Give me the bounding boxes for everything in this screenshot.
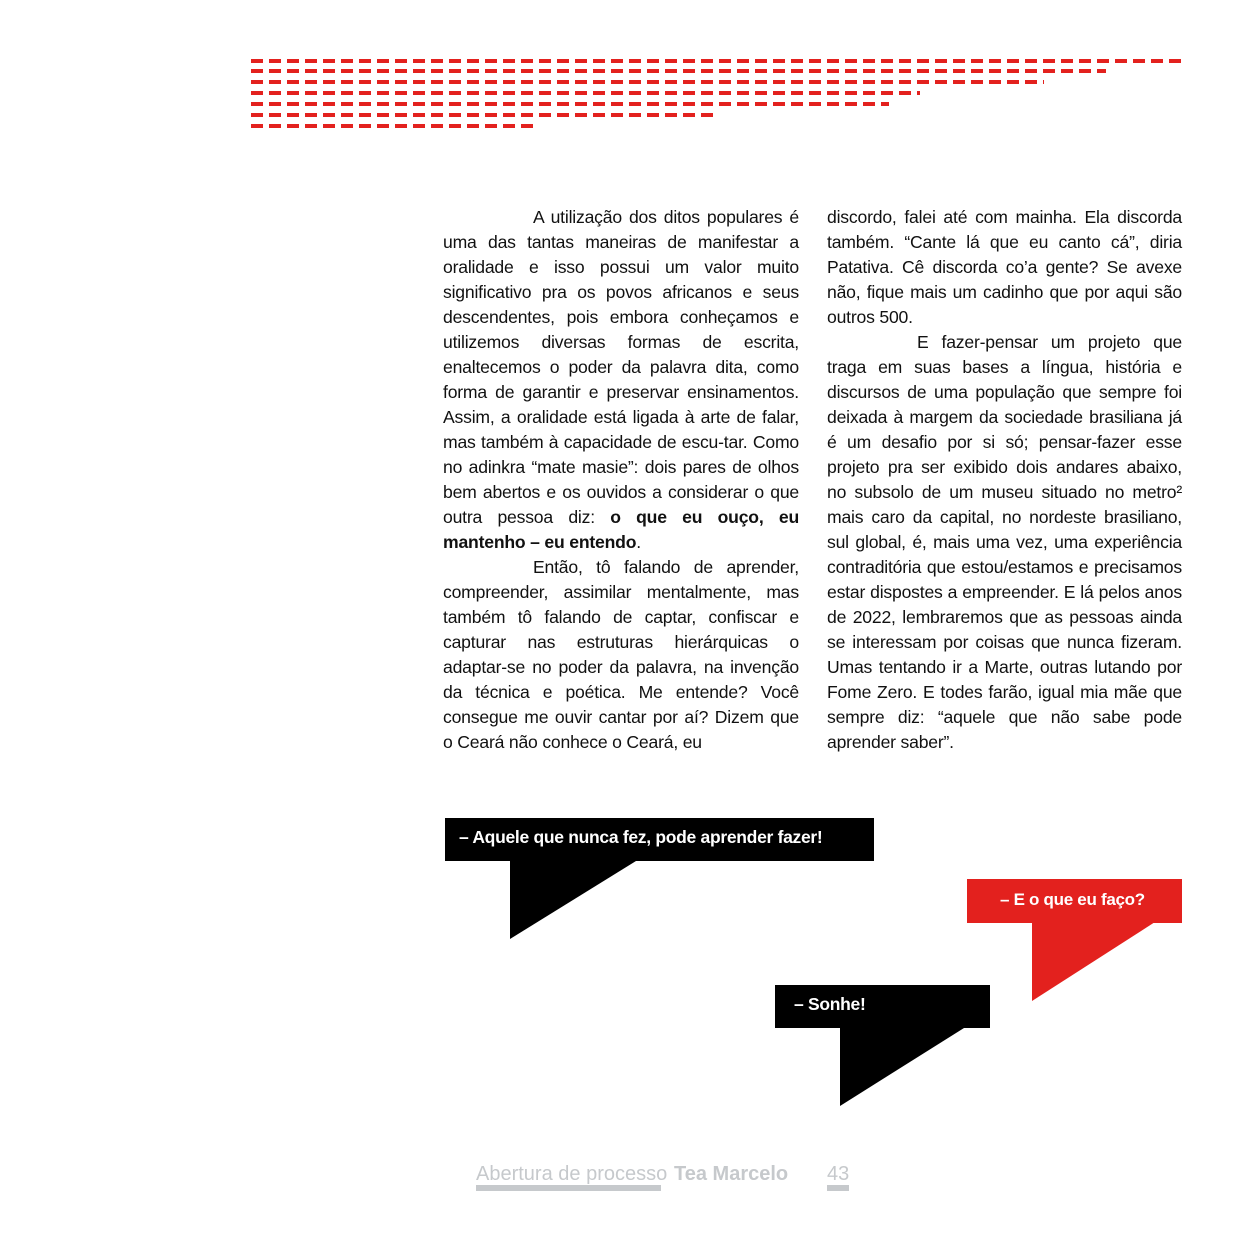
- speech-bubble-third: [775, 985, 990, 1107]
- paragraph: A utilização dos ditos populares é uma das tantas maneiras de manifestar a oralidade e isso possui um valor muito significativo pra os povos africanos e seus descendentes, pois embora conheçamos e utilizemos diversas formas de escrita, enaltecemos o poder da palavra dita, como forma de garantir e preservar ensinamentos. Assim, a oralidade está ligada à arte de falar, mas também à capacidade de escu-tar. Como no adinkra “mate masie”: dois pares de olhos bem abertos e os ouvidos a considerar o que outra pessoa diz: o que eu ouço, eu mantenho – eu entendo.: [443, 207, 799, 552]
- page-number: 43: [827, 1163, 849, 1191]
- footer-author: Tea Marcelo: [674, 1163, 789, 1185]
- speech-bubble-third-text: – Sonhe!: [775, 985, 990, 1028]
- speech-bubble-first-text: – Aquele que nunca fez, pode aprender fazer!: [445, 818, 874, 861]
- text-column-right: [827, 205, 1182, 755]
- footer-section: Abertura de processo: [476, 1163, 661, 1191]
- paragraph: discordo, falei até com mainha. Ela discorda também. “Cante lá que eu canto cá”, diria Patativa. Cê discorda co’a gente? Se avexe não, fique mais um cadinho que por aqui são outros 500.: [827, 207, 1182, 327]
- decorative-dash-lines: [0, 0, 1241, 140]
- text-column-left: [443, 205, 799, 755]
- speech-bubble-second-text: – E o que eu faço?: [967, 879, 1182, 923]
- speech-bubble-second: [967, 879, 1182, 1001]
- speech-bubble-first: [445, 818, 875, 940]
- paragraph: E fazer-pensar um projeto que traga em suas bases a língua, história e discursos de uma população que sempre foi deixada à margem da sociedade brasiliana já é um desafio por si só; pensar-fazer esse projeto pra ser exibido dois andares abaixo, no subsolo de um museu situado no metro² mais caro da capital, no nordeste brasiliano, sul global, é, mais uma vez, uma experiência contraditória que estou/estamos e precisamos estar dispostes a empreender. E lá pelos anos de 2022, lembraremos que as pessoas ainda se interessam por coisas que nunca fizeram. Umas tentando ir a Marte, outras lutando por Fome Zero. E todes farão, igual mia mãe que sempre diz: “aquele que não sabe pode aprender saber”.: [827, 332, 1182, 752]
- paragraph: Então, tô falando de aprender, compreender, assimilar mentalmente, mas também tô falando de captar, confiscar e capturar nas estruturas hierárquicas o adaptar-se no poder da palavra, na invenção da técnica e poética. Me entende? Você consegue me ouvir cantar por aí? Dizem que o Ceará não conhece o Ceará, eu: [443, 557, 799, 752]
